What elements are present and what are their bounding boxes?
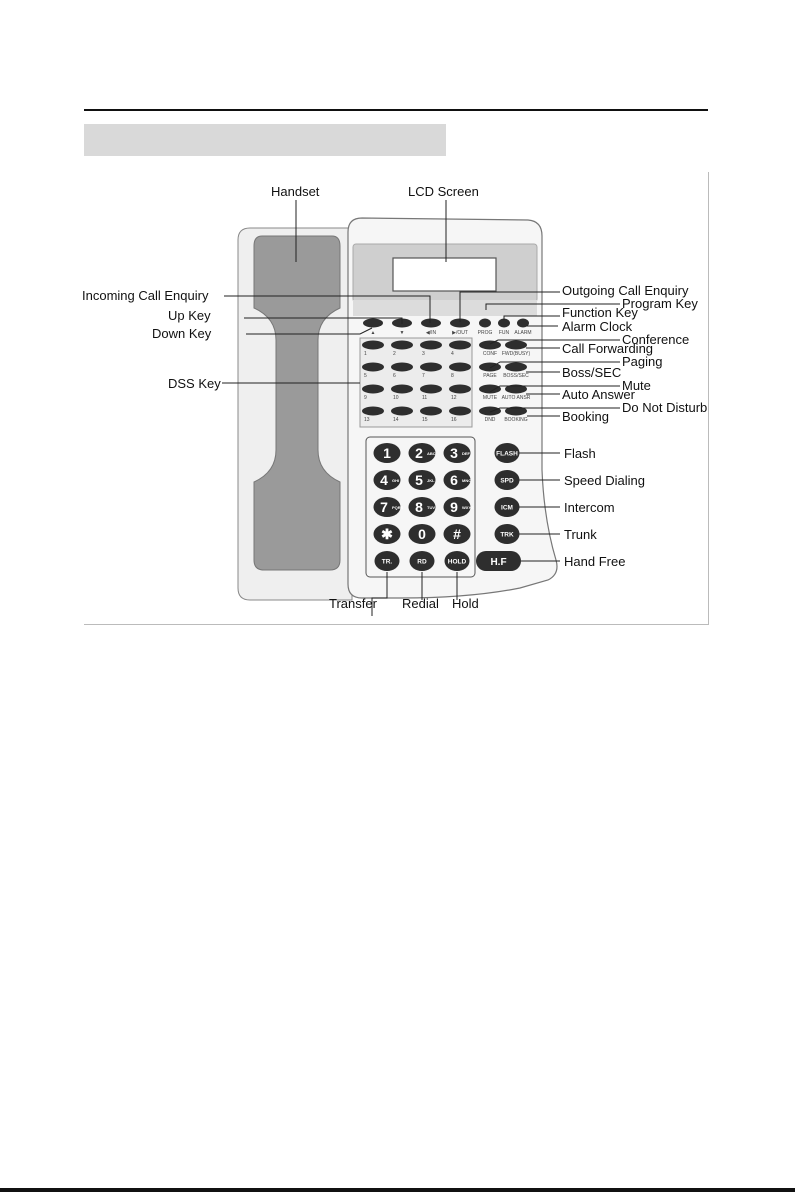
side-key-label: DND [484,417,496,423]
dss-key[interactable] [362,341,384,350]
nav-key-label: FUN [498,330,510,336]
label-redial: Redial [402,596,439,611]
label-up-key: Up Key [168,308,211,323]
dss-key[interactable] [391,407,413,416]
nav-key-0[interactable] [363,319,383,328]
dial-key-digit: 9 [450,499,458,515]
dss-key[interactable] [391,385,413,394]
dss-key-number: 13 [364,417,370,423]
dial-key-digit: 0 [418,526,426,542]
label-intercom: Intercom [564,500,615,515]
side-function-key[interactable] [505,341,527,350]
dss-key[interactable] [449,407,471,416]
label-auto-answer: Auto Answer [562,387,635,402]
side-function-key[interactable] [479,407,501,416]
dial-key-letters: DEF [462,451,470,456]
lcd-screen [393,258,496,291]
bottom-button-label: RD [417,558,427,566]
dss-key-number: 4 [451,351,454,357]
label-call-forwarding: Call Forwarding [562,341,654,356]
dss-key-number: 3 [422,351,425,357]
dial-key-digit: # [453,526,461,542]
label-dss-key: DSS Key [168,376,221,391]
nav-key-label: ▲ [370,330,376,336]
dss-key-number: 6 [393,373,396,379]
dss-key[interactable] [420,341,442,350]
side-key-label: FWD(BUSY) [501,351,531,357]
side-key-label: AUTO ANSR [501,395,531,401]
dss-key[interactable] [449,363,471,372]
dial-key-digit: 7 [380,499,388,515]
label-incoming-call-enquiry: Incoming Call Enquiry [82,288,209,303]
label-function-key: Function Key [562,305,638,320]
dss-key-number: 14 [393,417,399,423]
dial-key-digit: 1 [383,445,391,461]
dss-key-number: 8 [451,373,454,379]
label-boss-sec: Boss/SEC [562,365,622,380]
dss-key-number: 16 [451,417,457,423]
dss-key[interactable] [449,341,471,350]
dss-key[interactable] [391,363,413,372]
dial-key-digit: 2 [415,445,423,461]
dss-key[interactable] [420,363,442,372]
hand-free-button-label: H.F [490,557,507,568]
dss-key[interactable] [362,385,384,394]
function-button-label: TRK [500,531,514,539]
nav-key-2[interactable] [421,319,441,328]
dss-key-number: 11 [422,395,428,401]
side-function-key[interactable] [479,341,501,350]
side-function-key[interactable] [505,363,527,372]
dss-key[interactable] [391,341,413,350]
dss-key-number: 10 [393,395,399,401]
function-button-label: SPD [500,477,514,485]
dss-key-number: 5 [364,373,367,379]
dial-key-letters: TUV [427,505,435,510]
dss-key[interactable] [420,385,442,394]
dial-key-digit: ✱ [381,526,393,542]
label-flash: Flash [564,446,596,461]
dial-key-letters: MNO [462,478,472,483]
dss-key[interactable] [449,385,471,394]
side-function-key[interactable] [479,385,501,394]
label-outgoing-call-enquiry: Outgoing Call Enquiry [562,283,689,298]
side-key-label: PAGE [483,373,497,379]
label-mute: Mute [622,378,651,393]
side-key-label: CONF [482,351,498,357]
function-button-label: ICM [501,504,513,512]
dss-key-number: 7 [422,373,425,379]
side-key-label: BOSS/SEC [503,373,529,379]
side-key-label: BOOKING [504,417,528,423]
nav-key-label: ▶/OUT [452,330,468,336]
label-speed-dialing: Speed Dialing [564,473,645,488]
label-lcd-screen: LCD Screen [408,184,479,199]
label-handset: Handset [271,184,320,199]
dial-key-letters: JKL [427,478,435,483]
nav-key-label: ALARM [514,330,532,336]
dial-key-digit: 6 [450,472,458,488]
label-transfer: Transfer [329,596,377,611]
dial-key-letters: PQRS [392,505,404,510]
bottom-button-label: TR. [381,558,393,566]
label-trunk: Trunk [564,527,597,542]
dial-key-digit: 5 [415,472,423,488]
label-do-not-disturb: Do Not Disturb [622,400,708,415]
dss-key-number: 1 [364,351,367,357]
side-key-label: MUTE [482,395,498,401]
control-strip [353,300,537,316]
nav-key-label: PROG [477,330,493,336]
dial-key-letters: WXYZ [462,505,474,510]
label-alarm-clock: Alarm Clock [562,319,633,334]
label-program-key: Program Key [622,296,698,311]
label-paging: Paging [622,354,663,369]
nav-key-4[interactable] [479,319,491,328]
dss-key[interactable] [362,363,384,372]
dss-key-number: 15 [422,417,428,423]
nav-key-label: ▼ [399,330,405,336]
label-booking: Booking [562,409,609,424]
dss-key-number: 2 [393,351,396,357]
dial-key-letters: GHI [392,478,400,483]
label-conference: Conference [622,332,690,347]
function-button-label: FLASH [496,450,518,458]
dial-key-digit: 8 [415,499,423,515]
label-hand-free: Hand Free [564,554,626,569]
label-hold: Hold [452,596,479,611]
bottom-button-label: HOLD [447,558,467,566]
nav-key-label: ◀/IN [425,330,437,336]
dial-key-digit: 4 [380,472,388,488]
dial-key-letters: ABC [427,451,436,456]
dss-key-number: 12 [451,395,457,401]
dss-key[interactable] [362,407,384,416]
dss-key[interactable] [420,407,442,416]
label-down-key: Down Key [152,326,212,341]
dial-key-digit: 3 [450,445,458,461]
dss-key-number: 9 [364,395,367,401]
